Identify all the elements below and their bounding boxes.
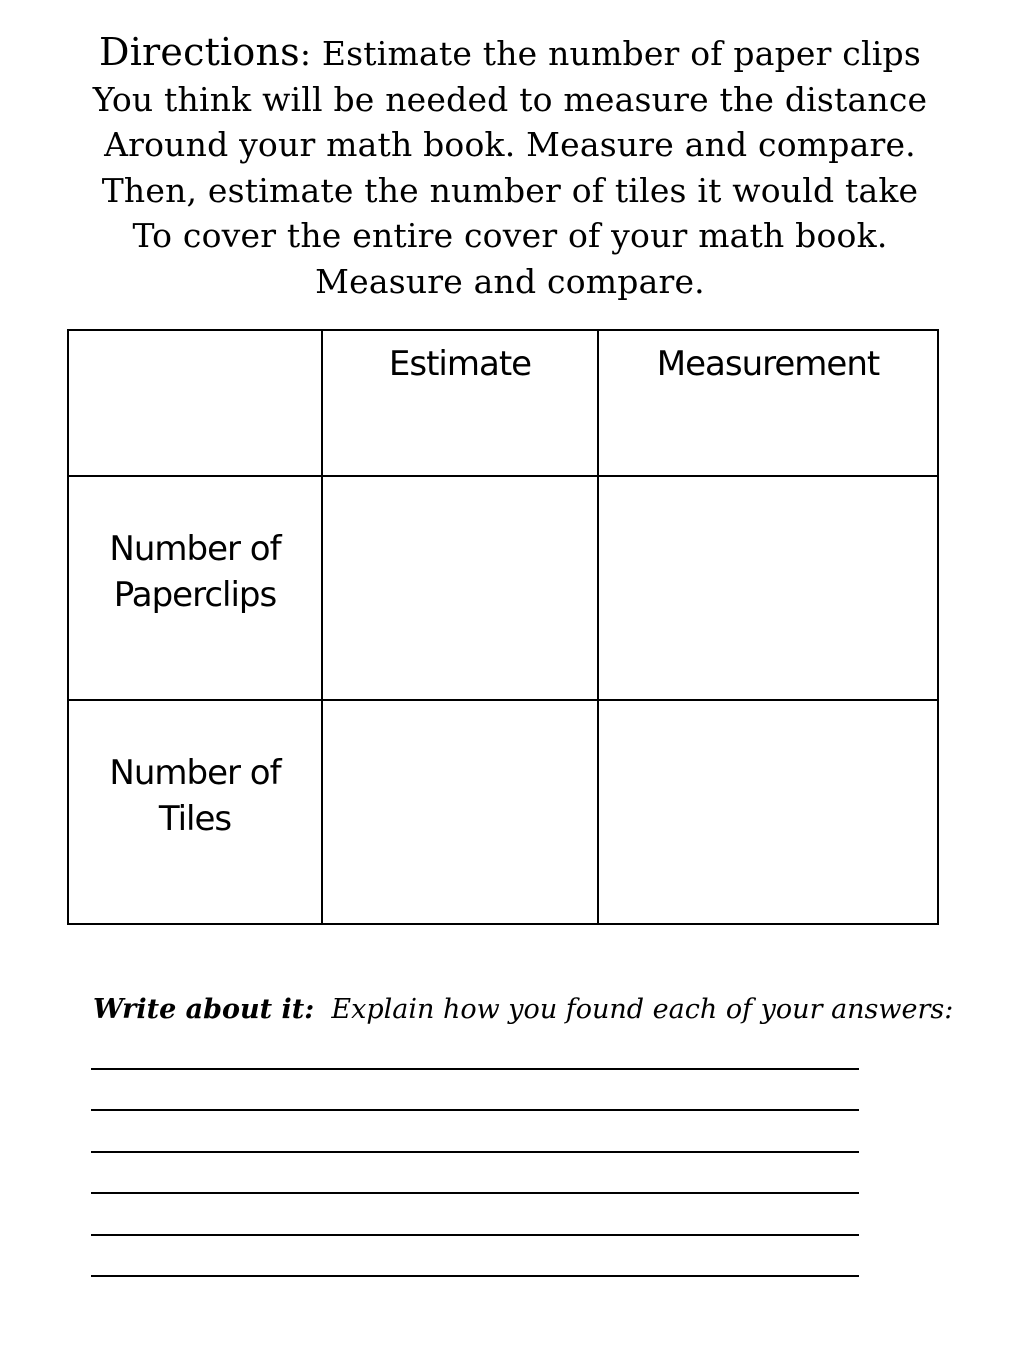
directions-line-5: To cover the entire cover of your math book. (132, 216, 888, 255)
answer-line[interactable] (91, 1109, 859, 1111)
directions-line-1 (60, 30, 960, 77)
directions-text: : Estimate the number of paper clips (299, 34, 921, 73)
answer-line[interactable] (91, 1151, 859, 1153)
row-label-line-1: Number of (109, 529, 281, 569)
directions-line-3: Around your math book. Measure and compare. (104, 125, 916, 164)
directions-label: Directions (99, 30, 300, 74)
write-about-question: Explain how you found each of your answers: (331, 994, 954, 1025)
directions-line-6: Measure and compare. (315, 261, 705, 301)
write-about-label: Write about it: (93, 994, 315, 1025)
header-blank-cell (68, 330, 322, 476)
header-estimate: Estimate (322, 330, 598, 476)
estimate-table (67, 329, 939, 925)
row-label-paperclips (68, 476, 322, 700)
row-label-line-1: Number of (109, 753, 281, 793)
table-row-tiles (68, 700, 938, 924)
row-label-line-2: Tiles (158, 799, 232, 839)
row-label-tiles (68, 700, 322, 924)
row-label-line-2: Paperclips (113, 575, 277, 615)
table-header-row (68, 330, 938, 476)
write-about-prompt (93, 994, 953, 1025)
tiles-estimate-cell[interactable] (322, 700, 598, 924)
paperclips-measurement-cell[interactable] (598, 476, 938, 700)
directions-line-4: Then, estimate the number of tiles it would take (101, 170, 919, 210)
directions (60, 30, 960, 304)
answer-line[interactable] (91, 1275, 859, 1277)
paperclips-estimate-cell[interactable] (322, 476, 598, 700)
header-measurement: Measurement (598, 330, 938, 476)
answer-line[interactable] (91, 1192, 859, 1194)
table-row-paperclips (68, 476, 938, 700)
answer-line[interactable] (91, 1068, 859, 1070)
directions-line-2: You think will be needed to measure the distance (92, 79, 928, 119)
tiles-measurement-cell[interactable] (598, 700, 938, 924)
answer-line[interactable] (91, 1234, 859, 1236)
